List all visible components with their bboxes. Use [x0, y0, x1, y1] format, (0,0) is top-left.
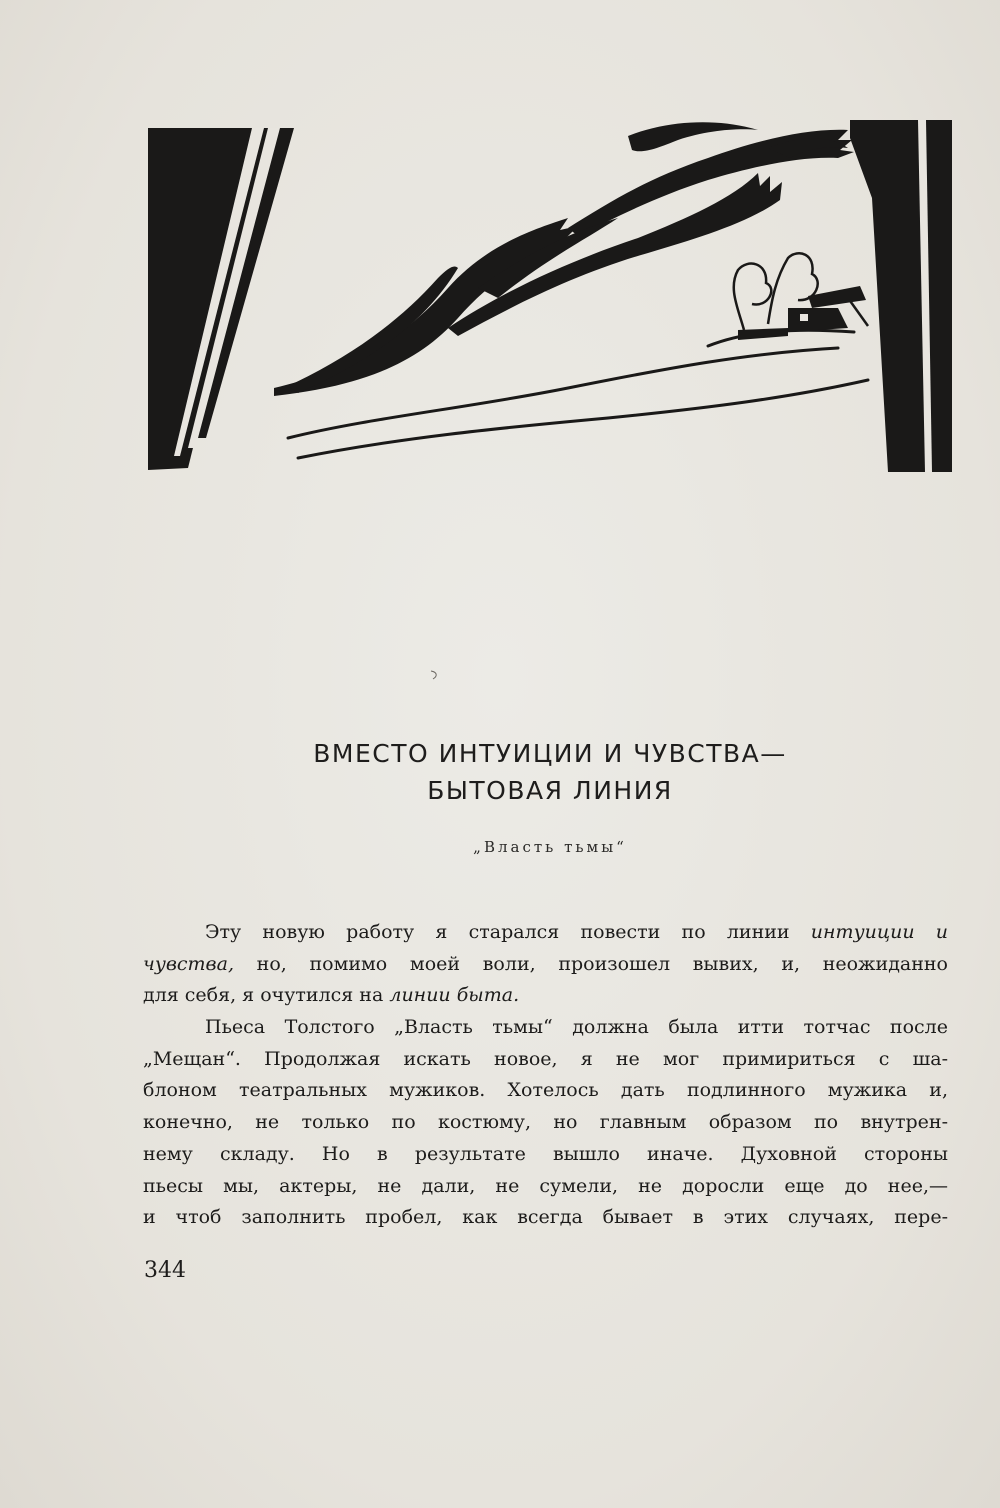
- chapter-subtitle: „Власть тьмы“: [473, 838, 627, 856]
- paragraph-1-line-3: для себя, я очутился на линии быта.: [143, 984, 520, 1007]
- tree-1: [734, 264, 772, 330]
- body-text: [143, 917, 948, 1234]
- wind-crest-1: [628, 122, 758, 151]
- page-number: 344: [144, 1258, 186, 1283]
- paragraph-1-line-2: чувства, но, помимо моей воли, произошел вывих, и, неожиданно: [143, 952, 948, 975]
- paragraph-2-line-2: „Мещан“. Продолжая искать новое, я не мог примириться с ша-: [143, 1047, 948, 1070]
- paragraph-2-line-4: конечно, не только по костюму, но главным образом по внутрен-: [143, 1111, 948, 1134]
- paragraph-2-line-1: Пьеса Толстого „Власть тьмы“ должна была итти тотчас после: [205, 1016, 948, 1039]
- paragraph-1-line-1: Эту новую работу я старался повести по линии интуиции и: [205, 921, 948, 943]
- chapter-title-line-1: ВМЕСТО ИНТУИЦИИ И ЧУВСТВА—: [313, 739, 787, 768]
- house: [788, 308, 848, 332]
- wind-stream-1: [274, 218, 584, 396]
- vignette-drawing: [148, 118, 952, 473]
- paragraph-2-line-3: блоном театральных мужиков. Хотелось дать подлинного мужика и,: [143, 1079, 948, 1102]
- paragraph-2-line-5: нему складу. Но в результате вышло иначе. Духовной стороны: [143, 1142, 948, 1165]
- fence: [738, 328, 788, 340]
- paragraph-2-line-6: пьесы мы, актеры, не дали, не сумели, не доросли еще до нее,—: [143, 1174, 948, 1197]
- header-vignette: [148, 118, 952, 473]
- paragraph-2-line-7: и чтоб заполнить пробел, как всегда бывает в этих случаях, пере-: [143, 1206, 948, 1229]
- chapter-title-line-2: БЫТОВАЯ ЛИНИЯ: [427, 776, 673, 805]
- paper-speck: [428, 668, 442, 682]
- chapter-title: [150, 735, 950, 809]
- right-curtain: [850, 120, 952, 472]
